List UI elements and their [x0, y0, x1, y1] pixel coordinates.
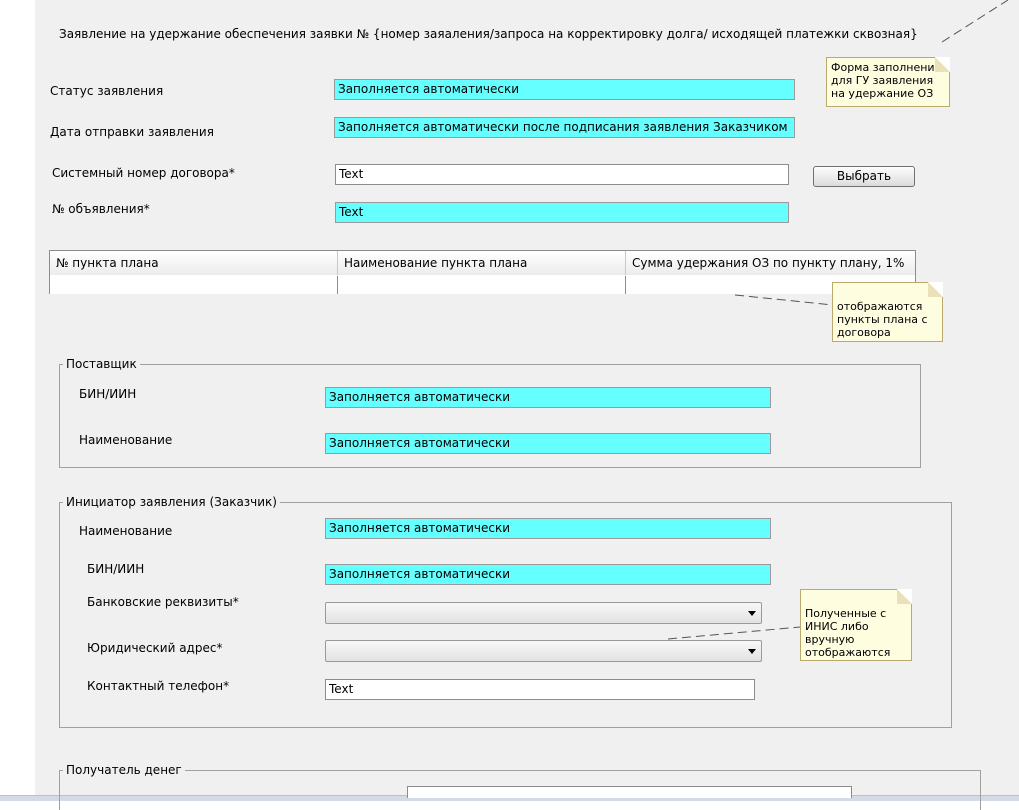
form-note: [826, 57, 950, 107]
plan-note-line: отображаются: [837, 300, 923, 313]
note-fold-icon: [897, 589, 912, 604]
plan-note-connector: [735, 295, 833, 305]
form-note-line: для ГУ заявления: [831, 74, 934, 87]
ad-number-label: № объявления*: [52, 202, 150, 216]
contract-number-field[interactable]: Text: [335, 164, 789, 185]
date-field: Заполняется автоматически после подписания заявления Заказчиком: [334, 117, 795, 138]
phone-label: Контактный телефон*: [87, 679, 230, 693]
recipient-field[interactable]: [407, 786, 852, 798]
initiator-name-label: Наименование: [79, 524, 173, 538]
plan-table-cell[interactable]: [50, 276, 338, 294]
form-note-line: на удержание ОЗ: [831, 87, 934, 100]
phone-field[interactable]: Text: [325, 679, 755, 700]
initiator-bin-field: Заполняется автоматически: [325, 564, 771, 585]
select-button[interactable]: Выбрать: [813, 166, 915, 187]
legal-address-dropdown[interactable]: [325, 640, 762, 662]
form-note-connector: [942, 0, 1008, 42]
form-note-line: Форма заполнения: [831, 61, 942, 74]
ad-number-field[interactable]: Text: [335, 202, 789, 223]
requisites-note-line: Полученные с: [805, 607, 887, 620]
chevron-down-icon: [748, 649, 756, 654]
plan-note-line: договора: [837, 326, 891, 339]
legal-address-label: Юридический адрес*: [87, 641, 223, 655]
supplier-name-label: Наименование: [79, 433, 173, 447]
requisites-note-line: ИНИС либо: [805, 620, 869, 633]
initiator-bin-label: БИН/ИИН: [87, 562, 145, 576]
recipient-legend: Получатель денег: [63, 763, 185, 777]
requisites-note-line: вручную: [805, 633, 855, 646]
plan-table-header-number[interactable]: № пункта плана: [50, 251, 338, 275]
form-title: Заявление на удержание обеспечения заявки № {номер заяаления/запроса на корректировку долга/ исходящей платежки сквозная}: [59, 27, 918, 41]
plan-note-line: пункты плана с: [837, 313, 928, 326]
supplier-bin-label: БИН/ИИН: [79, 387, 137, 401]
initiator-legend: Инициатор заявления (Заказчик): [63, 495, 280, 509]
bank-requisites-dropdown[interactable]: [325, 602, 762, 624]
plan-table: [49, 250, 916, 294]
plan-table-header-name[interactable]: Наименование пункта плана: [338, 251, 626, 275]
note-fold-icon: [928, 282, 943, 297]
plan-note: [832, 282, 943, 342]
supplier-bin-field: Заполняется автоматически: [325, 387, 771, 408]
bank-requisites-label: Банковские реквизиты*: [87, 595, 239, 609]
status-field: Заполняется автоматически: [334, 79, 795, 100]
supplier-legend: Поставщик: [63, 357, 140, 371]
contract-label: Системный номер договора*: [52, 166, 235, 180]
plan-table-header-amount[interactable]: Сумма удержания ОЗ по пункту плану, 1%: [626, 251, 915, 275]
chevron-down-icon: [748, 611, 756, 616]
plan-table-cell[interactable]: [338, 276, 626, 294]
note-fold-icon: [935, 57, 950, 72]
initiator-name-field: Заполняется автоматически: [325, 518, 771, 539]
date-label: Дата отправки заявления: [50, 125, 214, 139]
status-label: Статус заявления: [50, 84, 164, 98]
supplier-name-field: Заполняется автоматически: [325, 433, 771, 454]
requisites-note-line: отображаются: [805, 646, 891, 659]
requisites-note: [800, 589, 912, 661]
